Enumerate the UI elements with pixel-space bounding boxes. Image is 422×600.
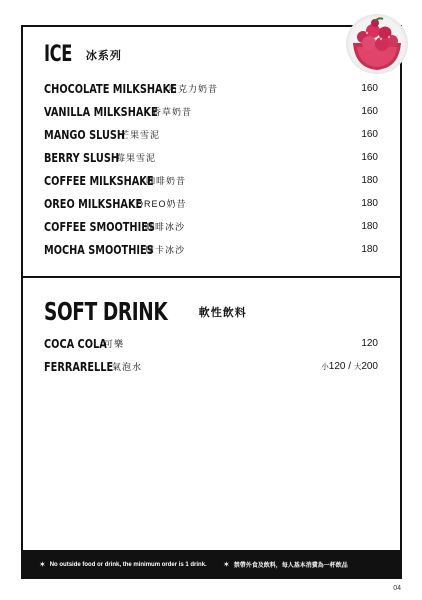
menu-item [44,80,378,96]
item-price-sizes [321,361,378,372]
item-name-zh: OREO奶昔 [136,198,187,209]
menu-item [44,126,378,142]
menu-item [44,218,378,234]
item-name-zh: 香草奶昔 [152,106,193,117]
page-number: 04 [393,585,401,592]
size-large-label: 大 [353,361,362,371]
item-name: OREO MILKSHAKE [44,195,143,211]
item-price: 160 [361,128,378,140]
item-price: 180 [361,197,378,209]
item-name: CHOCOLATE MILKSHAKE [44,80,177,96]
item-name: BERRY SLUSH [44,149,120,165]
price-small: 120 [328,360,346,372]
price-separator: / [345,360,354,372]
section-divider [21,276,402,278]
price-large: 200 [361,360,378,372]
footer-note-en-text: No outside food or drink, the minimum order is 1 drink. [49,561,207,568]
ice-title-zh: 冰系列 [85,49,122,62]
menu-item [44,149,378,165]
item-name-zh: 氣泡水 [112,361,143,372]
item-price: 160 [361,105,378,117]
item-name-zh: 摩卡冰沙 [145,244,186,255]
item-name: FERRARELLE [44,358,114,374]
item-name-zh: 莓果雪泥 [116,152,157,163]
footer-note-zh-text: 禁帶外食及飲料，每人基本消費為一杯飲品 [233,563,348,569]
footer-notice-bar [21,550,402,579]
item-name: VANILLA MILKSHAKE [44,103,158,119]
menu-item [44,358,378,374]
menu-item [44,241,378,257]
item-name: MOCHA SMOOTHIES [44,241,154,257]
footer-note-en [39,560,207,569]
ice-title: ICE [44,42,73,67]
menu-item [44,172,378,188]
item-name-zh: 巧克力奶昔 [168,83,219,94]
item-name-zh: 咖啡奶昔 [146,175,187,186]
item-price: 180 [361,220,378,232]
item-name: COCA COLA [44,335,107,351]
item-name-zh: 芒果雪泥 [120,129,161,140]
size-small-label: 小 [321,361,329,371]
berry-slush-photo [345,13,409,75]
menu-item [44,335,378,351]
star-icon: ✶ [39,560,46,569]
item-name-zh: 咖啡冰沙 [145,221,186,232]
item-price: 120 [361,337,378,349]
item-name: COFFEE MILKSHAKE [44,172,154,188]
soft-drink-section-header [44,297,247,326]
item-price: 160 [361,151,378,163]
item-name: COFFEE SMOOTHIES [44,218,155,234]
soft-drink-title: SOFT DRINK [44,297,168,326]
ice-section-header [44,42,122,67]
menu-item [44,103,378,119]
menu-item [44,195,378,211]
item-name: MANGO SLUSH [44,126,126,142]
footer-note-zh [223,560,348,569]
item-price: 180 [361,243,378,255]
item-price: 180 [361,174,378,186]
item-price: 160 [361,82,378,94]
soft-drink-title-zh: 軟性飲料 [198,306,247,319]
item-name-zh: 可樂 [104,338,125,349]
star-icon: ✶ [223,560,230,569]
